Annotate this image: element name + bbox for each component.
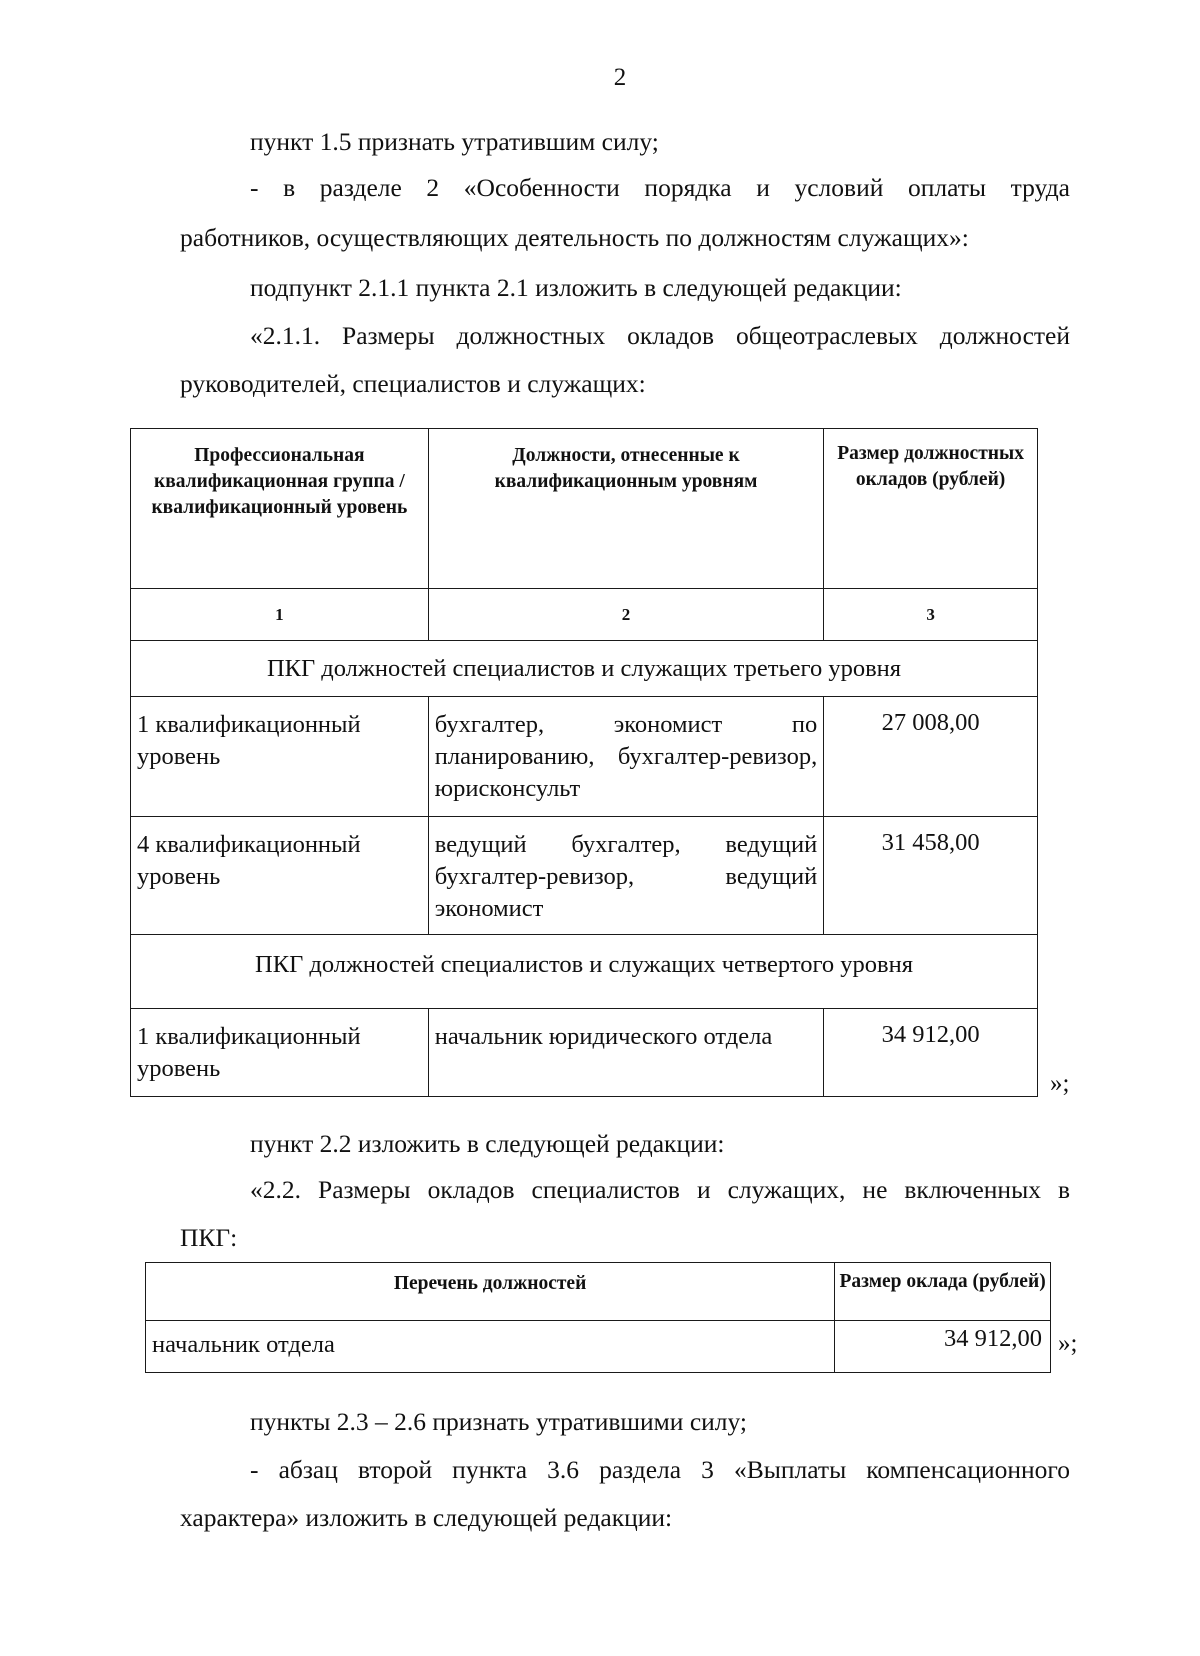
positions-cell: ведущий бухгалтер, ведущий бухгалтер-ревизор, ведущий экономист [428, 817, 823, 935]
group-row-third-level [131, 641, 1038, 697]
paragraph-7: пункты 2.3 – 2.6 признать утратившими силу; [250, 1407, 748, 1436]
paragraph-8-line-1: - абзац второй пункта 3.6 раздела 3 «Выплаты компенсационного [250, 1455, 1070, 1484]
table-row [131, 817, 1038, 935]
salary-table-non-pkg [145, 1262, 1051, 1373]
column-number-2: 2 [428, 589, 823, 641]
qualification-level-cell: 4 квалификационный уровень [131, 817, 429, 935]
salary-cell: 34 912,00 [824, 1009, 1038, 1097]
paragraph-1: пункт 1.5 признать утратившим силу; [250, 127, 659, 156]
group-title-third-level: ПКГ должностей специалистов и служащих третьего уровня [131, 641, 1038, 697]
column-number-row [131, 589, 1038, 641]
paragraph-2-line-2: работников, осуществляющих деятельность по должностям служащих»: [180, 223, 969, 252]
group-title-fourth-level: ПКГ должностей специалистов и служащих четвертого уровня [131, 935, 1038, 1009]
paragraph-2-line-1: - в разделе 2 «Особенности порядка и условий оплаты труда [250, 173, 1070, 202]
group-row-fourth-level [131, 935, 1038, 1009]
qualification-level-cell: 1 квалификационный уровень [131, 697, 429, 817]
header-salary: Размер должностных окладов (рублей) [824, 429, 1038, 589]
table-row [131, 697, 1038, 817]
salary-table-pkg [130, 428, 1038, 1097]
column-number-3: 3 [824, 589, 1038, 641]
table-row [146, 1321, 1051, 1373]
closing-quote-table-1: »; [1050, 1070, 1070, 1097]
header-positions: Должности, отнесенные к квалификационным уровням [428, 429, 823, 589]
paragraph-8-line-2: характера» изложить в следующей редакции: [180, 1503, 673, 1532]
paragraph-6-line-1: «2.2. Размеры окладов специалистов и служащих, не включенных в [250, 1175, 1070, 1204]
paragraph-3: подпункт 2.1.1 пункта 2.1 изложить в следующей редакции: [250, 273, 902, 302]
paragraph-6-line-2: ПКГ: [180, 1223, 238, 1252]
positions-cell: начальник юридического отдела [428, 1009, 823, 1097]
positions-cell: бухгалтер, экономист по планированию, бухгалтер-ревизор, юрисконсульт [428, 697, 823, 817]
table-header-row [131, 429, 1038, 589]
paragraph-4-line-1: «2.1.1. Размеры должностных окладов общеотраслевых должностей [250, 321, 1070, 350]
qualification-level-cell: 1 квалификационный уровень [131, 1009, 429, 1097]
paragraph-5: пункт 2.2 изложить в следующей редакции: [250, 1129, 725, 1158]
position-cell: начальник отдела [146, 1321, 835, 1373]
salary-cell: 34 912,00 [835, 1321, 1051, 1373]
page-number: 2 [613, 64, 627, 91]
salary-cell: 31 458,00 [824, 817, 1038, 935]
header-salary: Размер оклада (рублей) [835, 1263, 1051, 1321]
header-position-list: Перечень должностей [146, 1263, 835, 1321]
salary-cell: 27 008,00 [824, 697, 1038, 817]
paragraph-4-line-2: руководителей, специалистов и служащих: [180, 369, 646, 398]
column-number-1: 1 [131, 589, 429, 641]
table-row [131, 1009, 1038, 1097]
closing-quote-table-2: »; [1058, 1330, 1078, 1357]
header-qualification-group: Профессиональная квалификационная группа / квалификационный уровень [131, 429, 429, 589]
table-header-row [146, 1263, 1051, 1321]
